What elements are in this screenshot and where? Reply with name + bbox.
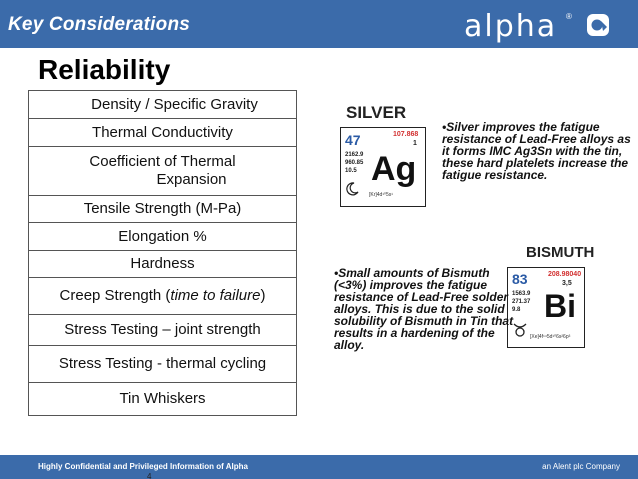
bismuth-tile-name: BISMUTH bbox=[526, 244, 595, 261]
creep-prefix: Creep Strength ( bbox=[59, 287, 171, 304]
bismuth-note: •Small amounts of Bismuth (<3%) improves the fatigue resistance of Lead-Free solder alloys. This is due to the solid solubility of Bismuth in Tin that results in a hardening of the alloy. bbox=[334, 266, 514, 352]
section-title: Reliability bbox=[38, 54, 171, 85]
criteria-label: Stress Testing - thermal cycling bbox=[58, 355, 267, 372]
coef-line1: Coefficient of Thermal bbox=[89, 153, 236, 170]
criteria-label: Elongation % bbox=[118, 227, 207, 245]
moon-icon bbox=[345, 182, 359, 196]
criteria-label: Stress Testing – joint strength bbox=[64, 321, 261, 338]
criteria-label: Hardness bbox=[130, 255, 195, 272]
silver-atomic-mass: 107.868 bbox=[393, 131, 419, 138]
criteria-label: Tin Whiskers bbox=[119, 390, 206, 407]
silver-symbol: Ag bbox=[371, 150, 417, 188]
bismuth-symbol: Bi bbox=[544, 288, 576, 324]
criteria-label: Tensile Strength (M-Pa) bbox=[83, 200, 242, 217]
coef-line2: Expansion bbox=[156, 171, 227, 188]
criteria-row-thermal-cycling bbox=[29, 346, 296, 383]
criteria-label: Thermal Conductivity bbox=[92, 123, 233, 141]
criteria-row-tin-whiskers bbox=[29, 383, 296, 415]
footer-bar bbox=[0, 455, 638, 479]
silver-note: •Silver improves the fatigue resistance of Lead-Free alloys as it forms IMC Ag3Sn with the tin, these hard platelets increase the fatigue resistance. bbox=[442, 120, 631, 182]
criteria-label: Density / Specific Gravity bbox=[91, 95, 258, 113]
criteria-row-elongation bbox=[29, 223, 296, 251]
silver-properties bbox=[345, 151, 363, 175]
criteria-label bbox=[89, 153, 235, 189]
criteria-row-tensile-strength bbox=[29, 196, 296, 223]
registered-mark: ® bbox=[566, 12, 572, 21]
header-title: Key Considerations bbox=[8, 14, 191, 35]
silver-element-tile bbox=[340, 127, 426, 207]
criteria-table bbox=[28, 90, 297, 416]
criteria-row-joint-strength bbox=[29, 315, 296, 346]
bismuth-prop-melting: 271.37 bbox=[512, 299, 531, 305]
silver-prop-melting: 960.85 bbox=[345, 160, 364, 166]
page-number: 4 bbox=[147, 472, 152, 479]
bismuth-prop-density: 9.8 bbox=[512, 307, 521, 313]
bismuth-atomic-number: 83 bbox=[512, 271, 528, 287]
silver-prop-boiling: 2162.9 bbox=[345, 152, 364, 158]
footer-confidential: Highly Confidential and Privileged Information of Alpha bbox=[38, 462, 248, 471]
silver-prop-density: 10.5 bbox=[345, 168, 357, 174]
bismuth-electron-config: [Xe]4f¹⁴5d¹⁰6s²6p³ bbox=[530, 334, 571, 340]
criteria-label bbox=[60, 287, 266, 305]
silver-atomic-number: 47 bbox=[345, 132, 361, 148]
silver-valence: 1 bbox=[413, 140, 417, 147]
alpha-logo-text: alpha bbox=[464, 9, 558, 44]
criteria-row-thermal-conductivity bbox=[29, 119, 296, 147]
footer-company: an Alent plc Company bbox=[542, 462, 620, 471]
alpha-logo-icon bbox=[586, 13, 610, 37]
bismuth-valence: 3,5 bbox=[562, 280, 572, 287]
criteria-row-thermal-expansion bbox=[29, 147, 296, 196]
creep-suffix: ) bbox=[260, 287, 266, 304]
criteria-row-hardness bbox=[29, 251, 296, 278]
creep-italic: time to failure bbox=[170, 287, 261, 304]
bismuth-prop-boiling: 1563.9 bbox=[512, 291, 531, 297]
criteria-row-creep-strength bbox=[29, 278, 296, 315]
header-bar bbox=[0, 0, 638, 48]
silver-electron-config: [Kr]4d¹⁰5s¹ bbox=[369, 192, 393, 198]
criteria-row-density bbox=[29, 91, 296, 119]
bismuth-atomic-mass: 208.98040 bbox=[548, 271, 582, 278]
silver-tile-name: SILVER bbox=[346, 103, 407, 122]
